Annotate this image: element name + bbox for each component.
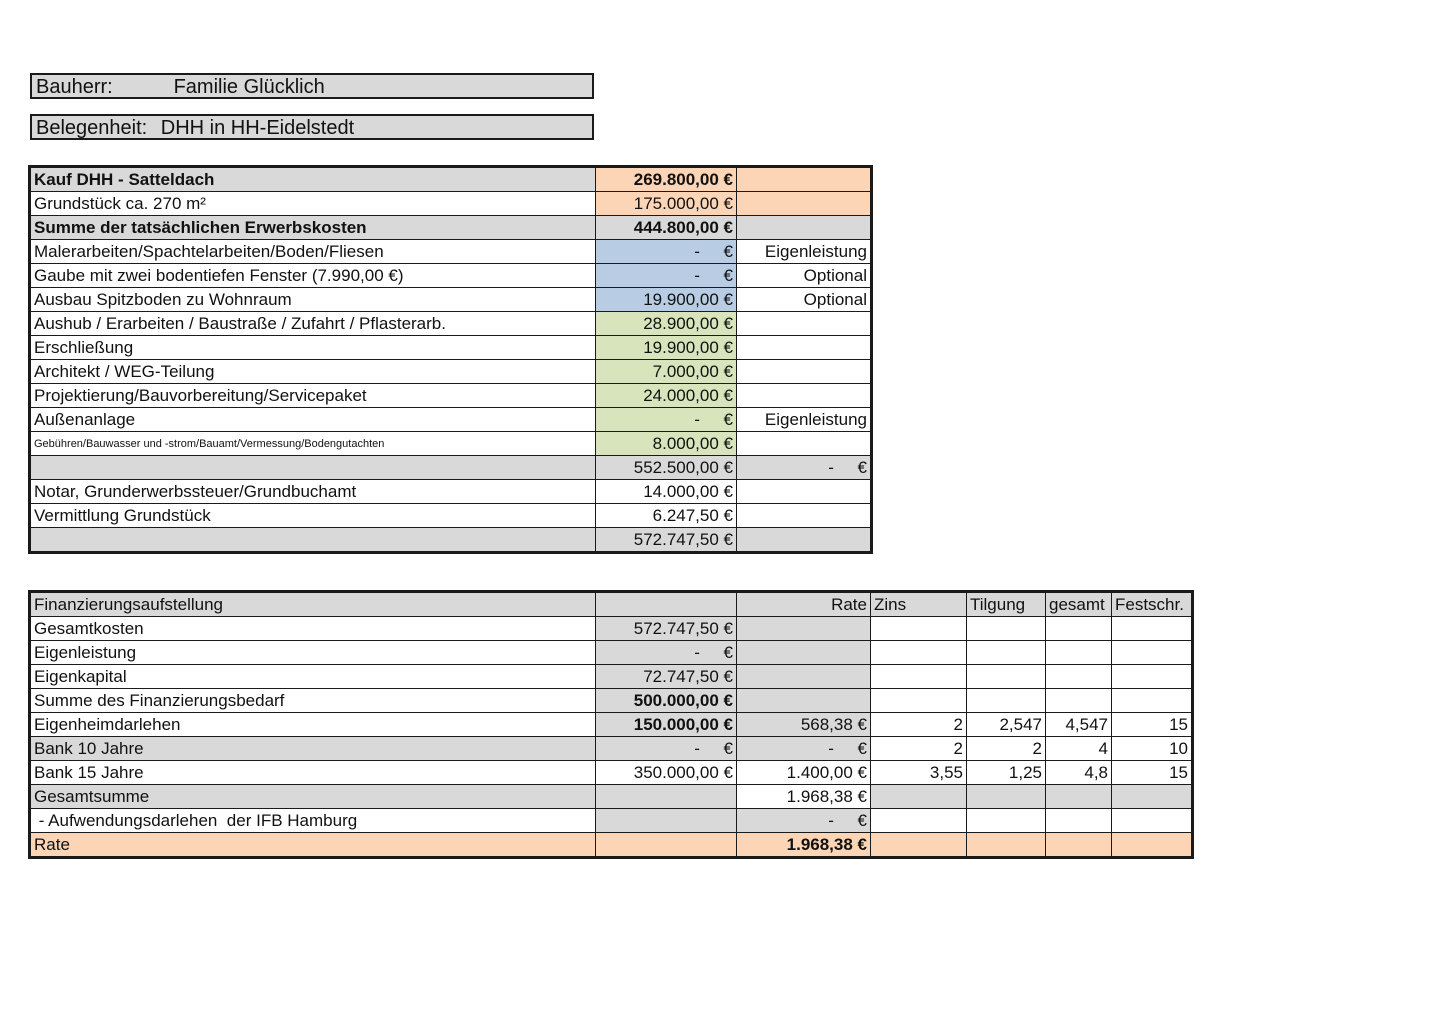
finance-tilgung-cell: [967, 833, 1046, 857]
finance-gesamt-cell: [1046, 641, 1112, 665]
cost-row: [31, 312, 871, 336]
finance-zins-cell: [871, 689, 967, 713]
cost-note-cell: [737, 528, 871, 552]
finance-rate-cell: [737, 641, 871, 665]
finance-rate-cell: 1.968,38 €: [737, 785, 871, 809]
finance-label-cell: Gesamtsumme: [31, 785, 596, 809]
cost-note-cell: [737, 312, 871, 336]
cost-amount-cell: 6.247,50 €: [596, 504, 737, 528]
finance-row: [31, 665, 1192, 689]
cost-amount-cell: 24.000,00 €: [596, 384, 737, 408]
finance-festschr-cell: 10: [1112, 737, 1192, 761]
finance-label-cell: Gesamtkosten: [31, 617, 596, 641]
cost-note-cell: [737, 432, 871, 456]
cost-label-cell: Gebühren/Bauwasser und -strom/Bauamt/Vermessung/Bodengutachten: [31, 432, 596, 456]
finance-tilgung-cell: [967, 689, 1046, 713]
finance-row: [31, 833, 1192, 857]
finance-table: [30, 592, 1192, 857]
finance-gesamt-cell: [1046, 785, 1112, 809]
cost-label-cell: [31, 528, 596, 552]
cost-row: [31, 504, 871, 528]
cost-note-cell: [737, 360, 871, 384]
finance-row: [31, 785, 1192, 809]
cost-table: [30, 167, 871, 552]
finance-tilgung-cell: [967, 641, 1046, 665]
finance-gesamt-cell: 4,8: [1046, 761, 1112, 785]
finance-amount-cell: - €: [596, 641, 737, 665]
bauherr-box: [30, 73, 594, 99]
cost-amount-cell: 175.000,00 €: [596, 192, 737, 216]
cost-row: [31, 168, 871, 192]
finance-amount-cell: 350.000,00 €: [596, 761, 737, 785]
finance-zins-cell: [871, 641, 967, 665]
finance-festschr-cell: 15: [1112, 713, 1192, 737]
cost-amount-cell: 19.900,00 €: [596, 288, 737, 312]
cost-amount-cell: 444.800,00 €: [596, 216, 737, 240]
cost-amount-cell: 19.900,00 €: [596, 336, 737, 360]
cost-label-cell: Gaube mit zwei bodentiefen Fenster (7.990,00 €): [31, 264, 596, 288]
finance-row: [31, 737, 1192, 761]
belegenheit-value: DHH in HH-Eidelstedt: [160, 117, 355, 139]
finance-festschr-cell: [1112, 785, 1192, 809]
finance-zins-cell: [871, 809, 967, 833]
finance-header-zins: Zins: [871, 593, 967, 617]
finance-label-cell: - Aufwendungsdarlehen der IFB Hamburg: [31, 809, 596, 833]
finance-amount-cell: [596, 785, 737, 809]
cost-note-cell: - €: [737, 456, 871, 480]
cost-amount-cell: 8.000,00 €: [596, 432, 737, 456]
cost-row: [31, 336, 871, 360]
finance-gesamt-cell: [1046, 665, 1112, 689]
finance-row: [31, 641, 1192, 665]
finance-header-tilgung: Tilgung: [967, 593, 1046, 617]
finance-label-cell: Summe des Finanzierungsbedarf: [31, 689, 596, 713]
cost-row: [31, 240, 871, 264]
finance-rate-cell: 1.968,38 €: [737, 833, 871, 857]
cost-label-cell: Ausbau Spitzboden zu Wohnraum: [31, 288, 596, 312]
finance-header-row: [31, 593, 1192, 617]
finance-row: [31, 809, 1192, 833]
cost-amount-cell: - €: [596, 408, 737, 432]
finance-gesamt-cell: 4: [1046, 737, 1112, 761]
finance-gesamt-cell: 4,547: [1046, 713, 1112, 737]
cost-note-cell: [737, 336, 871, 360]
finance-zins-cell: [871, 833, 967, 857]
cost-label-cell: Architekt / WEG-Teilung: [31, 360, 596, 384]
finance-gesamt-cell: [1046, 809, 1112, 833]
cost-row: [31, 408, 871, 432]
finance-header-amount: [596, 593, 737, 617]
finance-label-cell: Bank 10 Jahre: [31, 737, 596, 761]
finance-label-cell: Bank 15 Jahre: [31, 761, 596, 785]
finance-amount-cell: [596, 833, 737, 857]
finance-amount-cell: - €: [596, 737, 737, 761]
finance-festschr-cell: [1112, 617, 1192, 641]
cost-label-cell: Malerarbeiten/Spachtelarbeiten/Boden/Fliesen: [31, 240, 596, 264]
finance-festschr-cell: [1112, 689, 1192, 713]
cost-note-cell: [737, 192, 871, 216]
finance-table-body: [31, 617, 1192, 857]
finance-zins-cell: [871, 617, 967, 641]
finance-festschr-cell: [1112, 665, 1192, 689]
cost-note-cell: Eigenleistung: [737, 240, 871, 264]
finance-zins-cell: [871, 785, 967, 809]
cost-row: [31, 528, 871, 552]
cost-note-cell: Eigenleistung: [737, 408, 871, 432]
cost-label-cell: Projektierung/Bauvorbereitung/Servicepaket: [31, 384, 596, 408]
finance-tilgung-cell: [967, 665, 1046, 689]
belegenheit-box: [30, 114, 594, 140]
cost-row: [31, 384, 871, 408]
cost-row: [31, 456, 871, 480]
finance-tilgung-cell: 2: [967, 737, 1046, 761]
cost-amount-cell: 269.800,00 €: [596, 168, 737, 192]
cost-row: [31, 288, 871, 312]
finance-tilgung-cell: 2,547: [967, 713, 1046, 737]
finance-zins-cell: 2: [871, 737, 967, 761]
cost-row: [31, 264, 871, 288]
finance-amount-cell: 500.000,00 €: [596, 689, 737, 713]
cost-note-cell: [737, 480, 871, 504]
finance-amount-cell: [596, 809, 737, 833]
finance-tilgung-cell: 1,25: [967, 761, 1046, 785]
cost-label-cell: Summe der tatsächlichen Erwerbskosten: [31, 216, 596, 240]
finance-gesamt-cell: [1046, 833, 1112, 857]
cost-amount-cell: 552.500,00 €: [596, 456, 737, 480]
finance-table-head: [31, 593, 1192, 617]
cost-label-cell: Vermittlung Grundstück: [31, 504, 596, 528]
finance-zins-cell: [871, 665, 967, 689]
cost-amount-cell: 572.747,50 €: [596, 528, 737, 552]
finance-tilgung-cell: [967, 809, 1046, 833]
finance-gesamt-cell: [1046, 689, 1112, 713]
cost-amount-cell: 28.900,00 €: [596, 312, 737, 336]
finance-zins-cell: 2: [871, 713, 967, 737]
finance-label-cell: Eigenleistung: [31, 641, 596, 665]
cost-row: [31, 480, 871, 504]
finance-rate-cell: - €: [737, 737, 871, 761]
finance-amount-cell: 150.000,00 €: [596, 713, 737, 737]
finance-tilgung-cell: [967, 785, 1046, 809]
finance-rate-cell: [737, 665, 871, 689]
cost-row: [31, 360, 871, 384]
finance-header-rate: Rate: [737, 593, 871, 617]
bauherr-value: Familie Glücklich: [173, 76, 325, 98]
cost-note-cell: [737, 216, 871, 240]
cost-amount-cell: 14.000,00 €: [596, 480, 737, 504]
cost-label-cell: Aushub / Erarbeiten / Baustraße / Zufahrt / Pflasterarb.: [31, 312, 596, 336]
cost-note-cell: [737, 504, 871, 528]
finance-row: [31, 713, 1192, 737]
cost-label-cell: Grundstück ca. 270 m²: [31, 192, 596, 216]
cost-row: [31, 432, 871, 456]
finance-title-cell: Finanzierungsaufstellung: [31, 593, 596, 617]
cost-label-cell: Kauf DHH - Satteldach: [31, 168, 596, 192]
finance-rate-cell: [737, 617, 871, 641]
finance-gesamt-cell: [1046, 617, 1112, 641]
cost-note-cell: [737, 384, 871, 408]
bauherr-label: Bauherr:: [36, 76, 113, 98]
finance-rate-cell: [737, 689, 871, 713]
finance-rate-cell: 568,38 €: [737, 713, 871, 737]
belegenheit-label: Belegenheit:: [36, 117, 148, 139]
cost-label-cell: Außenanlage: [31, 408, 596, 432]
cost-note-cell: Optional: [737, 288, 871, 312]
finance-header-gesamt: gesamt: [1046, 593, 1112, 617]
finance-row: [31, 689, 1192, 713]
finance-label-cell: Eigenheimdarlehen: [31, 713, 596, 737]
cost-note-cell: Optional: [737, 264, 871, 288]
finance-zins-cell: 3,55: [871, 761, 967, 785]
cost-table-body: [31, 168, 871, 552]
cost-row: [31, 192, 871, 216]
cost-label-cell: [31, 456, 596, 480]
finance-row: [31, 761, 1192, 785]
cost-amount-cell: 7.000,00 €: [596, 360, 737, 384]
finance-festschr-cell: 15: [1112, 761, 1192, 785]
finance-label-cell: Rate: [31, 833, 596, 857]
finance-label-cell: Eigenkapital: [31, 665, 596, 689]
cost-note-cell: [737, 168, 871, 192]
cost-row: [31, 216, 871, 240]
cost-label-cell: Erschließung: [31, 336, 596, 360]
finance-rate-cell: 1.400,00 €: [737, 761, 871, 785]
finance-amount-cell: 572.747,50 €: [596, 617, 737, 641]
finance-festschr-cell: [1112, 833, 1192, 857]
cost-amount-cell: - €: [596, 240, 737, 264]
finance-festschr-cell: [1112, 809, 1192, 833]
finance-amount-cell: 72.747,50 €: [596, 665, 737, 689]
cost-amount-cell: - €: [596, 264, 737, 288]
cost-label-cell: Notar, Grunderwerbssteuer/Grundbuchamt: [31, 480, 596, 504]
finance-festschr-cell: [1112, 641, 1192, 665]
finance-header-festschr: Festschr.: [1112, 593, 1192, 617]
finance-tilgung-cell: [967, 617, 1046, 641]
finance-row: [31, 617, 1192, 641]
finance-rate-cell: - €: [737, 809, 871, 833]
